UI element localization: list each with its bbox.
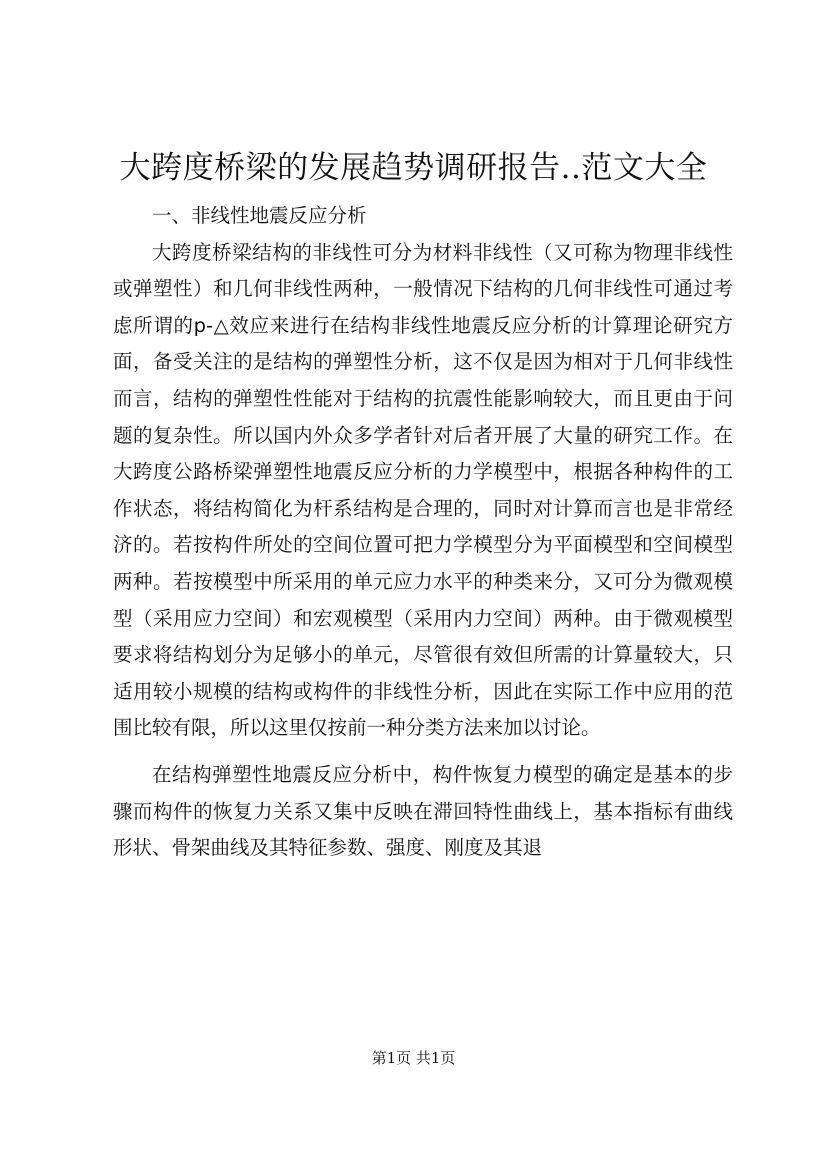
page-number-footer: 第1页 共1页 [371, 1049, 456, 1067]
paragraph-2: 在结构弹塑性地震反应分析中，构件恢复力模型的确定是基本的步骤而构件的恢复力关系又集中反映在滞回特性曲线上，基本指标有曲线形状、骨架曲线及其特征参数、强度、刚度及其退 [113, 762, 733, 860]
section-heading: 一、非线性地震反应分析 [152, 204, 367, 227]
paragraph-1: 大跨度桥梁结构的非线性可分为材料非线性（又可称为物理非线性或弹塑性）和几何非线性两种，一般情况下结构的几何非线性可通过考虑所谓的p-△效应来进行在结构非线性地震反应分析的计算理论研究方面，备受关注的是结构的弹塑性分析，这不仅是因为相对于几何非线性而言，结构的弹塑性性能对于结构的抗震性能影响较大，而且更由于问题的复杂性。所以国内外众多学者针对后者开展了大量的研究工作。在大跨度公路桥梁弹塑性地震反应分析的力学模型中，根据各种构件的工作状态，将结构简化为杆系结构是合理的，同时对计算而言也是非常经济的。若按构件所处的空间位置可把力学模型分为平面模型和空间模型两种。若按模型中所采用的单元应力水平的种类来分，又可分为微观模型（采用应力空间）和宏观模型（采用内力空间）两种。由于微观模型要求将结构划分为足够小的单元，尽管很有效但所需的计算量较大，只适用较小规模的结构或构件的非线性分析，因此在实际工作中应用的范围比较有限，所以这里仅按前一种分类方法来加以讨论。 [113, 240, 733, 740]
document-body [113, 198, 733, 867]
document-title: 大跨度桥梁的发展趋势调研报告..范文大全 [119, 150, 708, 186]
